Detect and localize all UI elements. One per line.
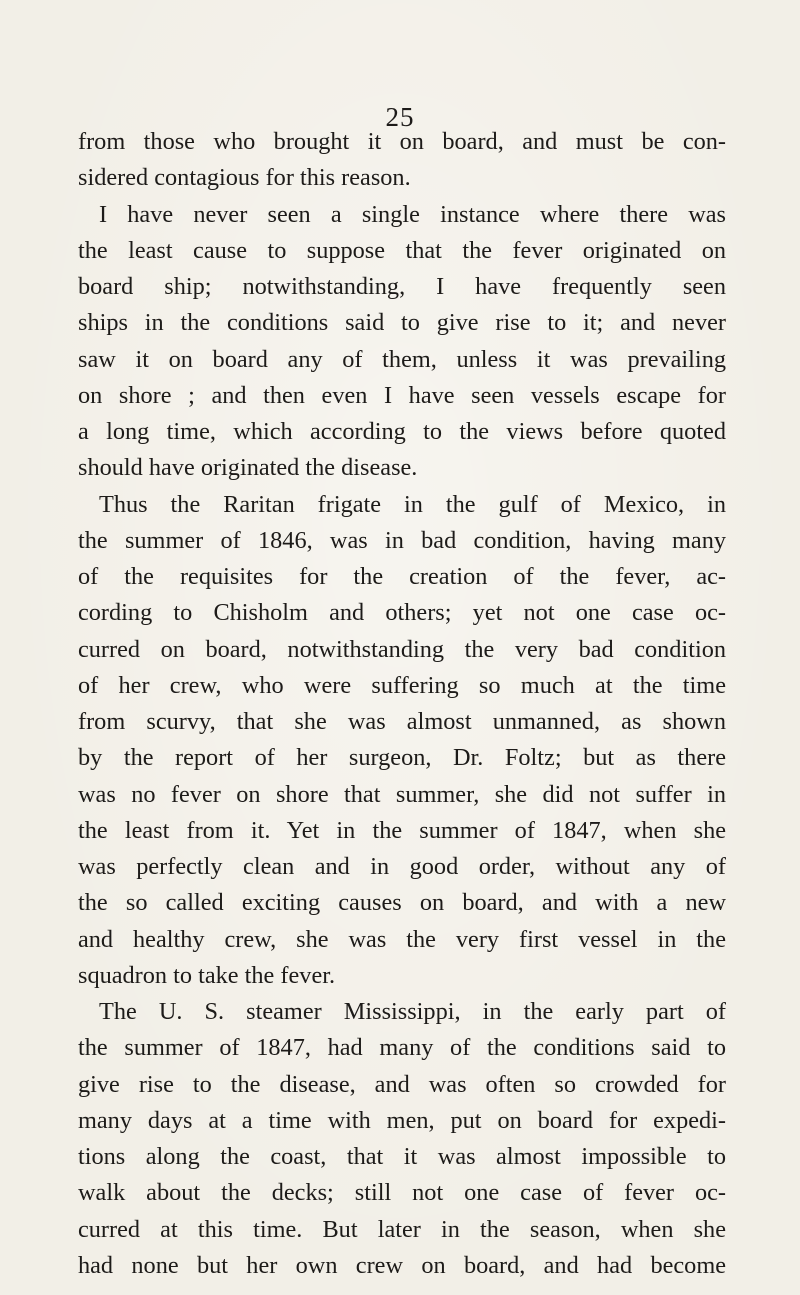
- page-number: 25: [385, 102, 415, 132]
- text-line: the least from it. Yet in the summer of 1847, when she: [78, 816, 726, 844]
- text-line: tions along the coast, that it was almost impossible to: [78, 1143, 726, 1170]
- text-line: sidered contagious for this reason.: [78, 164, 411, 192]
- text-line: was perfectly clean and in good order, without any of: [78, 853, 726, 880]
- text-line: squadron to take the fever.: [78, 961, 336, 989]
- text-line: from scurvy, that she was almost unmanned, as shown: [78, 708, 726, 735]
- body-text: [78, 124, 726, 1284]
- text-line: the summer of 1847, had many of the conditions said to: [78, 1034, 726, 1062]
- text-line: the summer of 1846, was in bad condition, having many: [78, 526, 726, 554]
- text-line: Thus the Raritan frigate in the gulf of Mexico, in: [99, 490, 726, 518]
- text-line: was no fever on shore that summer, she did not suffer in: [78, 780, 726, 808]
- text-line: curred on board, notwithstanding the very bad condition: [78, 635, 726, 663]
- text-line: of the requisites for the creation of the fever, ac-: [78, 563, 726, 590]
- text-line: the least cause to suppose that the fever originated on: [78, 236, 726, 264]
- text-line: The U. S. steamer Mississippi, in the early part of: [99, 998, 726, 1025]
- text-line: ships in the conditions said to give rise to it; and never: [78, 309, 726, 337]
- text-line: by the report of her surgeon, Dr. Foltz; but as there: [78, 744, 726, 772]
- text-line: of her crew, who were suffering so much at the time: [78, 671, 726, 699]
- text-line: saw it on board any of them, unless it was prevailing: [78, 345, 726, 373]
- text-line: walk about the decks; still not one case of fever oc-: [78, 1179, 726, 1207]
- text-line: and healthy crew, she was the very first vessel in the: [78, 925, 726, 953]
- text-line: curred at this time. But later in the season, when she: [78, 1215, 726, 1243]
- text-line: many days at a time with men, put on board for expedi-: [78, 1106, 726, 1134]
- text-line: cording to Chisholm and others; yet not one case oc-: [78, 599, 726, 627]
- text-line: the so called exciting causes on board, and with a new: [78, 889, 726, 917]
- text-line: on shore ; and then even I have seen vessels escape for: [78, 381, 726, 409]
- text-line: board ship; notwithstanding, I have frequently seen: [78, 273, 726, 300]
- text-line: give rise to the disease, and was often so crowded for: [78, 1070, 726, 1098]
- text-line: I have never seen a single instance where there was: [99, 200, 726, 228]
- text-line: had none but her own crew on board, and had become: [78, 1251, 726, 1279]
- text-line: a long time, which according to the views before quoted: [78, 418, 726, 445]
- text-line: should have originated the disease.: [78, 454, 418, 482]
- text-line: from those who brought it on board, and must be con-: [78, 128, 726, 155]
